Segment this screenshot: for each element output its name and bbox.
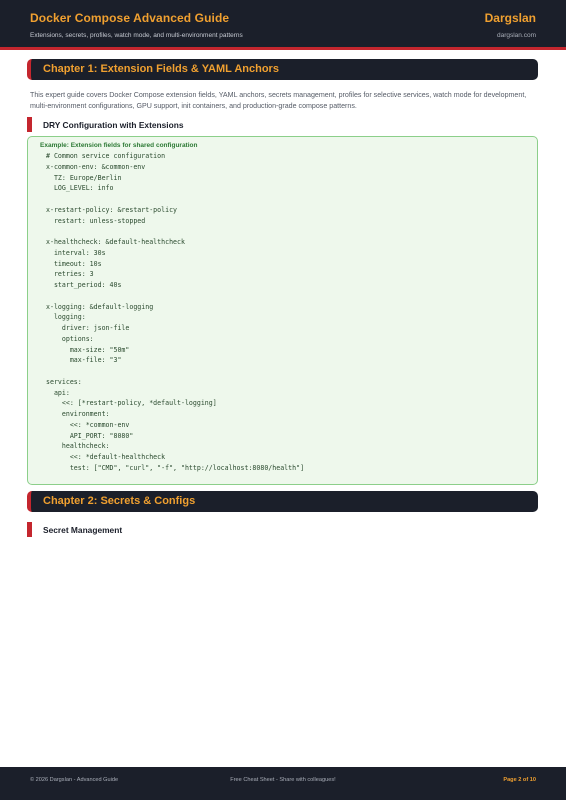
page-number: Page 2 of 10 bbox=[503, 777, 536, 783]
code-block: # Common service configuration x-common-env: &common-env TZ: Europe/Berlin LOG_LEVEL: info x-restart-policy: &restart-policy restart: unless-stopped x-healthcheck: &default-healthcheck interval: 30s timeout: 10s retries: 3 start_period: 40s x-logging: &default-logging logging: driver: json-file options: max-size: "50m" max-file: "3" services: api: <<: [*restart-policy, *default-logging] environment: <<: *common-env API_PORT: "8080" healthcheck: <<: *default-healthcheck test: ["CMD", "curl", "-f", "http://localhost:8080/health"] bbox=[46, 152, 305, 472]
footer-share-note: Free Cheat Sheet - Share with colleagues! bbox=[230, 777, 336, 783]
page-header bbox=[0, 0, 566, 50]
page-footer bbox=[0, 767, 566, 800]
chapter-1-heading bbox=[27, 59, 538, 80]
footer-copyright: © 2026 Dargslan - Advanced Guide bbox=[30, 777, 119, 783]
chapter-2-heading bbox=[27, 491, 538, 512]
section-dry-configuration bbox=[27, 117, 184, 132]
code-example-label: Example: Extension fields for shared configuration bbox=[40, 142, 198, 149]
intro-paragraph: This expert guide covers Docker Compose extension fields, YAML anchors, secrets management, profiles for selective services, watch mode for development, multi-environment configurations, GPU support, init containers, and production-grade compose patterns. bbox=[30, 91, 527, 110]
section-dry-configuration-title: DRY Configuration with Extensions bbox=[43, 120, 184, 130]
section-secret-management bbox=[27, 522, 122, 537]
document-title: Docker Compose Advanced Guide bbox=[30, 11, 230, 25]
section-secret-management-title: Secret Management bbox=[43, 525, 123, 535]
code-example-box bbox=[27, 136, 538, 485]
chapter-1-title: Chapter 1: Extension Fields & YAML Anchors bbox=[43, 63, 279, 75]
chapter-2-title: Chapter 2: Secrets & Configs bbox=[43, 495, 196, 507]
brand-name: Dargslan bbox=[484, 11, 536, 25]
document-subtitle: Extensions, secrets, profiles, watch mode, and multi-environment patterns bbox=[30, 32, 243, 39]
site-link[interactable]: dargslan.com bbox=[496, 32, 536, 39]
